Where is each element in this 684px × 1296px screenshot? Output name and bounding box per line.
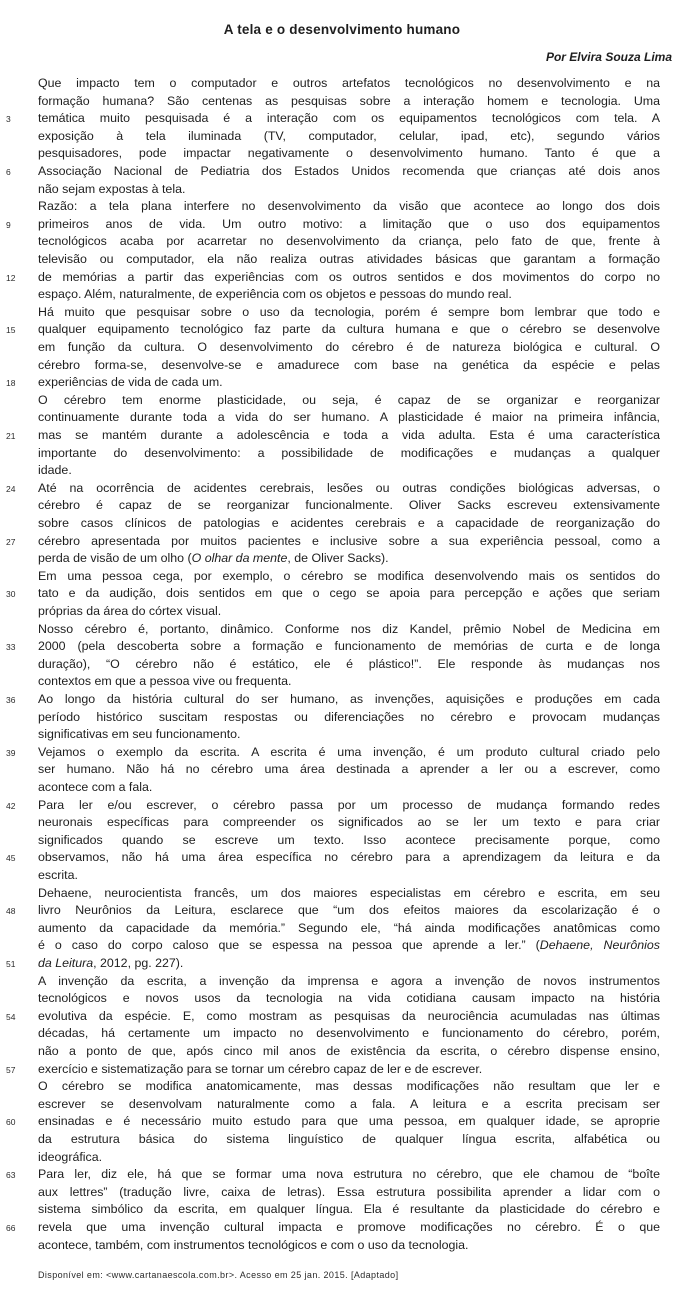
line-number: 9 (6, 219, 11, 230)
line-number: 30 (6, 589, 16, 600)
text-line: em função da cultura. O desenvolvimento do cérebro é de natureza biológica e cultural. O (38, 340, 660, 354)
text-line: televisão ou computador, ela não realiza outras atividades básicas que garantam a formação (38, 252, 660, 266)
text-line: sistema simbólico da escrita, em qualquer língua. Ela é resultante da plasticidade do cérebro e (38, 1202, 660, 1217)
text-line: revela que uma invenção cultural impacta e promove modificações no cérebro. É o que (38, 1220, 660, 1234)
text-line: primeiros anos de vida. Um outro motivo: a limitação que o uso dos equipamentos (38, 216, 660, 231)
text-line: experiências de vida de cada um. (38, 375, 223, 390)
line-number: 60 (6, 1117, 16, 1128)
text-line: Para ler e/ou escrever, o cérebro passa por um processo de mudança formando redes (38, 797, 660, 812)
text-line: pesquisadores, pode impactar negativamente o desenvolvimento humano. Tanto é que a (38, 146, 660, 161)
text-line: significativas em seu funcionamento. (38, 727, 241, 742)
line-number: 57 (6, 1064, 16, 1075)
line-number: 6 (6, 167, 11, 177)
line-number: 18 (6, 378, 16, 389)
text-line: da Leitura, 2012, pg. 227). (38, 956, 184, 970)
text-line: sobre casos clínicos de patologias e acidentes cerebrais e a capacidade de reorganização do (38, 516, 660, 530)
text-line: neuronais específicas para compreender os significados ao se ler um texto e para criar (38, 815, 660, 830)
text-line: livro Neurônios da Leitura, esclarece que “um dos efeitos maiores da escolarização é o (38, 903, 660, 918)
text-line: Vejamos o exemplo da escrita. A escrita é uma invenção, é um produto cultural criado pelo (38, 744, 660, 759)
text-line: acontece, também, com instrumentos tecnológicos e com o uso da tecnologia. (38, 1237, 469, 1252)
text-line: A invenção da escrita, a invenção da imprensa e agora a invenção de novos instrumentos (38, 973, 660, 988)
text-line: da estrutura básica do sistema linguístico de qualquer língua escrita, alfabética ou (38, 1132, 660, 1146)
text-line: cérebro é capaz de se reorganizar funcionalmente. Oliver Sacks escreveu extensivamente (38, 498, 660, 513)
text-line: exercício e sistematização para se tornar um cérebro capaz de ler e de escrever. (38, 1061, 483, 1076)
text-line: significados quando se escreve um texto. Isso acontece precisamente porque, como (38, 832, 660, 847)
text-line: Razão: a tela plana interfere no desenvolvimento da visão que acontece ao longo dos dois (38, 199, 660, 214)
text-line: Que impacto tem o computador e outros artefatos tecnológicos no desenvolvimento e na (38, 76, 660, 90)
line-number: 36 (6, 695, 16, 705)
line-number: 33 (6, 642, 16, 653)
text-line: O cérebro tem enorme plasticidade, ou seja, é capaz de se organizar e reorganizar (38, 392, 660, 407)
text-line: ensinadas e é necessário muito estudo para que uma pessoa, em qualquer idade, se aproprie (38, 1114, 660, 1129)
text-line: Para ler, diz ele, há que se formar uma nova estrutura no cérebro, que ele chamou de “boîte (38, 1167, 660, 1182)
line-number: 66 (6, 1223, 16, 1233)
text-line: Há muito que pesquisar sobre o uso da tecnologia, porém é sempre bom lembrar que todo e (38, 304, 660, 319)
text-line: de memórias a partir das experiências com os outros sentidos e dos movimentos do corpo no (38, 269, 660, 284)
text-line: formação humana? São centenas as pesquisas sobre a interação homem e tecnologia. Uma (38, 93, 660, 108)
text-line: continuamente durante toda a vida do ser humano. A plasticidade é maior na primeira infância, (38, 410, 660, 425)
text-line: Nosso cérebro é, portanto, dinâmico. Conforme nos diz Kandel, prêmio Nobel de Medicina em (38, 621, 660, 636)
text-line: observamos, não há uma área específica no cérebro para a aprendizagem da leitura e da (38, 850, 660, 865)
line-number: 54 (6, 1011, 16, 1022)
text-line: perda de visão de um olho (O olhar da mente, de Oliver Sacks). (38, 551, 389, 566)
text-line: cérebro forma-se, desenvolve-se e amadurece com base na genética da espécie e pelas (38, 357, 660, 372)
article-title: A tela e o desenvolvimento humano (223, 22, 461, 37)
line-number-gutter (0, 0, 30, 1296)
line-number: 39 (6, 747, 16, 758)
text-line: duração), “O cérebro não é estático, ele é plástico!”. Ele responde às mudanças nos (38, 656, 660, 671)
line-number: 24 (6, 483, 16, 494)
line-number: 3 (6, 114, 11, 125)
text-line: O cérebro se modifica anatomicamente, mas dessas modificações não resultam que ler e (38, 1079, 660, 1094)
text-line: 2000 (pela descoberta sobre a formação e funcionamento de memórias de curta e de longa (38, 639, 660, 654)
text-line: não sejam expostas à tela. (38, 181, 186, 196)
text-line: aumento da capacidade da memória.” Segundo ele, “há ainda modificações anatômicas como (38, 920, 660, 935)
text-line: tecnológicos acaba por acarretar no desenvolvimento da criança, pelo fato de que, frente à (38, 234, 660, 249)
text-line: temática muito pesquisada é a interação com os equipamentos tecnológicos com tela. A (38, 111, 660, 126)
text-line: escrita. (38, 868, 78, 882)
text-line: evolutiva da espécie. E, como mostram as pesquisas da neurociência acumuladas nas últimas (38, 1008, 660, 1023)
text-line: período histórico suscitam respostas ou diferenciações no cérebro e provocam mudanças (38, 709, 660, 724)
text-line: qualquer equipamento tecnológico faz parte da cultura humana e que o cérebro se desenvolve (38, 322, 660, 337)
article-author: Por Elvira Souza Lima (545, 50, 672, 64)
text-line: Associação Nacional de Pediatria dos Estados Unidos recomenda que crianças até dois anos (38, 164, 660, 178)
text-line: contextos em que a pessoa vive ou frequenta. (38, 674, 292, 689)
text-line: cérebro apresentada por muitos pacientes e inclusive sobre a sua experiência pessoal, como a (38, 533, 660, 548)
text-line: Em uma pessoa cega, por exemplo, o cérebro se modifica desenvolvendo mais os sentidos do (38, 568, 660, 583)
line-number: 45 (6, 853, 16, 864)
line-number: 27 (6, 536, 16, 547)
text-line: Até na ocorrência de acidentes cerebrais, lesões ou outras condições biológicas adversas, o (38, 480, 660, 495)
text-line: exposição à tela iluminada (TV, computador, celular, ipad, etc), segundo vários (38, 128, 660, 143)
text-line: não a ponto de que, após cinco mil anos de existência da escrita, o cérebro dispense ensino, (38, 1044, 660, 1058)
text-line: próprias da área do córtex visual. (38, 604, 222, 618)
text-line: ser humano. Não há no cérebro uma área destinada a aprender a ler ou a escrever, como (38, 762, 660, 777)
line-number: 48 (6, 906, 16, 917)
line-number: 63 (6, 1170, 16, 1181)
line-number: 42 (6, 800, 16, 811)
text-line: tato e da audição, dois sentidos em que o cego se apoia para percepção e ações que seriam (38, 586, 660, 601)
text-line: décadas, há certamente um impacto no desenvolvimento e funcionamento do cérebro, porém, (38, 1026, 660, 1041)
line-number: 12 (6, 272, 16, 283)
text-line: importante do desenvolvimento: a possibilidade de modificações e mudanças a qualquer (38, 445, 660, 460)
text-line: idade. (38, 463, 72, 478)
line-number: 15 (6, 325, 16, 336)
text-line: Ao longo da história cultural do ser humano, as invenções, aquisições e produções em cada (38, 692, 660, 706)
line-number: 21 (6, 431, 16, 441)
text-line: ideográfica. (38, 1149, 103, 1164)
source-citation: Disponível em: <www.cartanaescola.com.br>. Acesso em 25 jan. 2015. [Adaptado] (38, 1270, 399, 1280)
text-line: tecnológicos e novos usos da tecnologia na vida cotidiana causam impacto na história (38, 991, 660, 1006)
text-line: é o caso do corpo caloso que se espessa na pessoa que aprende a ler.” (Dehaene, Neurônios (38, 938, 660, 953)
text-line: aux lettres” (tradução livre, caixa de letras). Essa estrutura possibilita aprender a lidar com o (38, 1184, 660, 1199)
text-line: escrever se desenvolvam naturalmente como a fala. A leitura e a escrita precisam ser (38, 1096, 660, 1111)
text-line: mas se mantém durante a adolescência e toda a vida adulta. Esta é uma característica (38, 428, 660, 442)
text-line: Dehaene, neurocientista francês, um dos maiores especialistas em cérebro e escrita, em seu (38, 885, 660, 900)
text-line: acontece com a fala. (38, 780, 153, 794)
text-line: espaço. Além, naturalmente, de experiência com os objetos e pessoas do mundo real. (38, 287, 512, 302)
line-number: 51 (6, 959, 16, 969)
